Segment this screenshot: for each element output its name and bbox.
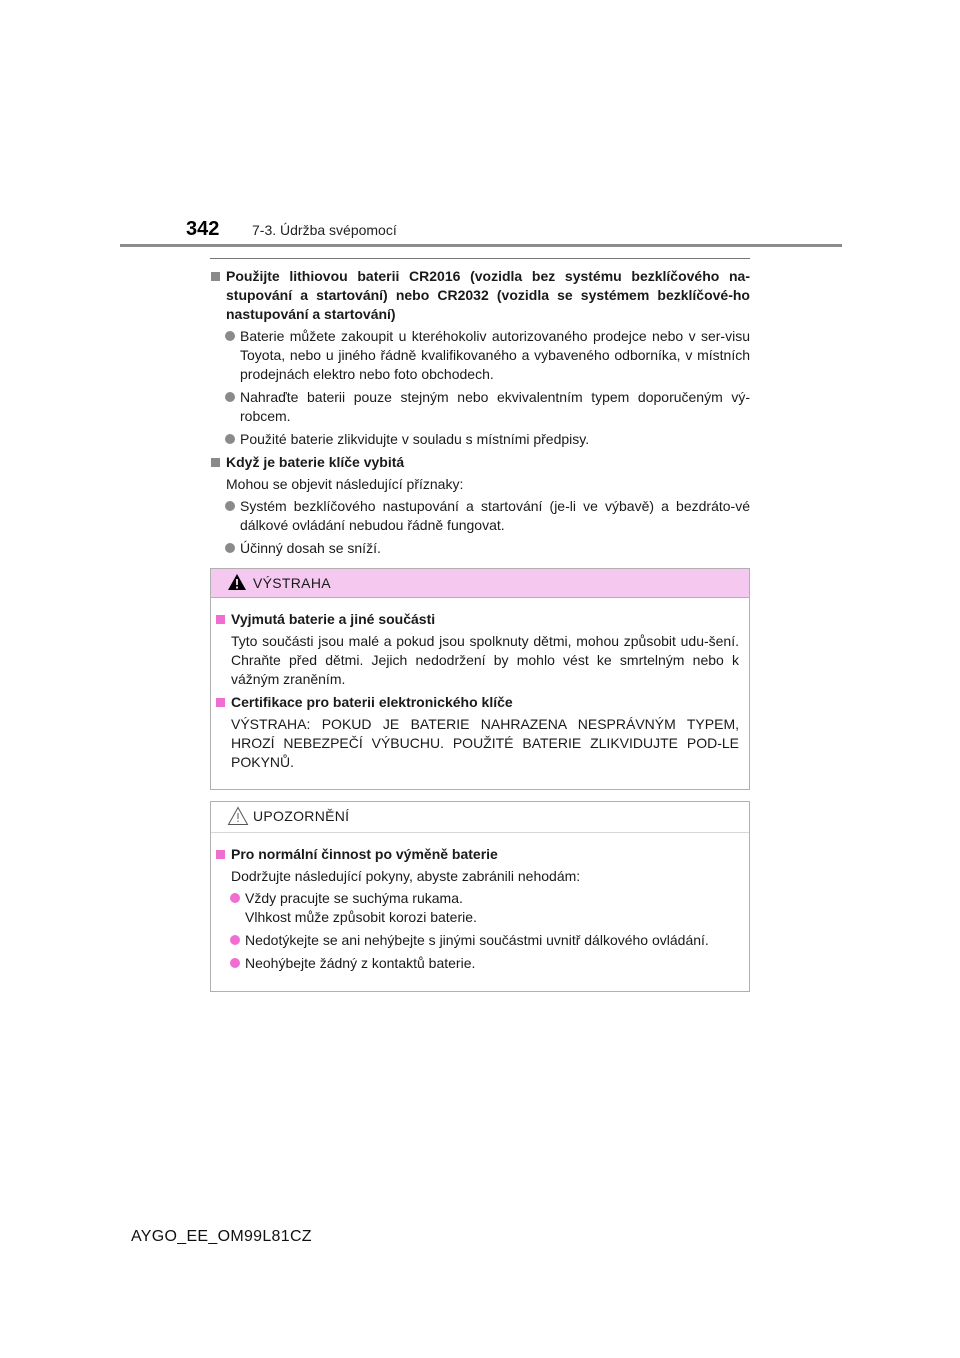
square-bullet-icon [216, 850, 225, 859]
list-item: Nahraďte baterii pouze stejným nebo ekvivalentním typem doporučeným vý-robcem. [210, 388, 750, 426]
circle-bullet-icon [225, 434, 235, 444]
circle-bullet-icon [230, 935, 240, 945]
battery-type-heading: Použijte lithiovou baterii CR2016 (vozidla bez systému bezklíčového na-stupování a startování) nebo CR2032 (vozidla se systémem bezklíčové-ho nastupování a startování) [210, 267, 750, 324]
section-title: 7-3. Údržba svépomocí [252, 222, 397, 238]
caution-intro: Dodržujte následující pokyny, abyste zabránili nehodám: [231, 868, 581, 884]
warning-header [211, 569, 749, 598]
caution-title: UPOZORNĚNÍ [253, 808, 350, 824]
list-item: Nedotýkejte se ani nehýbejte s jinými součástmi uvnitř dálkového ovládání. [215, 931, 739, 950]
list-item: Účinný dosah se sníží. [210, 539, 750, 558]
circle-bullet-icon [230, 893, 240, 903]
caution-box [210, 801, 750, 992]
header-rule [120, 244, 842, 247]
caution-header [211, 802, 749, 833]
depleted-intro: Mohou se objevit následující příznaky: [226, 476, 464, 492]
caution-triangle-icon [227, 806, 249, 826]
list-item: Použité baterie zlikvidujte v souladu s místními předpisy. [210, 430, 750, 449]
warning-item-text: Tyto součásti jsou malé a pokud jsou spolknuty dětmi, mohou způsobit udu-šení. Chraňte před dětmi. Jejich nedodržení by mohlo vést ke smrtelným nebo k vážným zraněním. [231, 633, 739, 687]
circle-bullet-icon [225, 331, 235, 341]
warning-item-heading: Vyjmutá baterie a jiné součásti [215, 610, 739, 629]
caution-body [211, 833, 749, 991]
circle-bullet-icon [225, 392, 235, 402]
document-code: AYGO_EE_OM99L81CZ [131, 1228, 312, 1245]
square-bullet-icon [216, 698, 225, 707]
warning-item-heading: Certifikace pro baterii elektronického klíče [215, 693, 739, 712]
list-item: Vždy pracujte se suchýma rukama. Vlhkost může způsobit korozi baterie. [215, 889, 739, 927]
warning-triangle-icon [227, 573, 247, 591]
list-item: Systém bezklíčového nastupování a startování (je-li ve výbavě) a bezdráto-vé dálkové ovládání nebudou řádně fungovat. [210, 497, 750, 535]
depleted-battery-heading: Když je baterie klíče vybitá [210, 453, 750, 472]
list-item: Baterie můžete zakoupit u kteréhokoliv autorizovaného prodejce nebo v ser-visu Toyota, nebo u jiného řádně kvalifikovaného a vybaveného odborníka, v místních prodejnách elektro nebo foto obchodech. [210, 327, 750, 384]
square-bullet-icon [211, 272, 220, 281]
square-bullet-icon [211, 458, 220, 467]
square-bullet-icon [216, 615, 225, 624]
circle-bullet-icon [225, 543, 235, 553]
warning-item-text: VÝSTRAHA: POKUD JE BATERIE NAHRAZENA NESPRÁVNÝM TYPEM, HROZÍ NEBEZPEČÍ VÝBUCHU. POUŽITÉ BATERIE ZLIKVIDUJTE POD-LE POKYNŮ. [231, 716, 739, 770]
warning-body [211, 598, 749, 789]
page-content [210, 258, 750, 992]
circle-bullet-icon [230, 958, 240, 968]
section-divider [210, 258, 750, 259]
warning-box [210, 568, 750, 790]
circle-bullet-icon [225, 501, 235, 511]
page-number: 342 [186, 218, 220, 240]
list-item: Neohýbejte žádný z kontaktů baterie. [215, 954, 739, 973]
caution-heading: Pro normální činnost po výměně baterie [215, 845, 739, 864]
warning-title: VÝSTRAHA [253, 575, 331, 591]
